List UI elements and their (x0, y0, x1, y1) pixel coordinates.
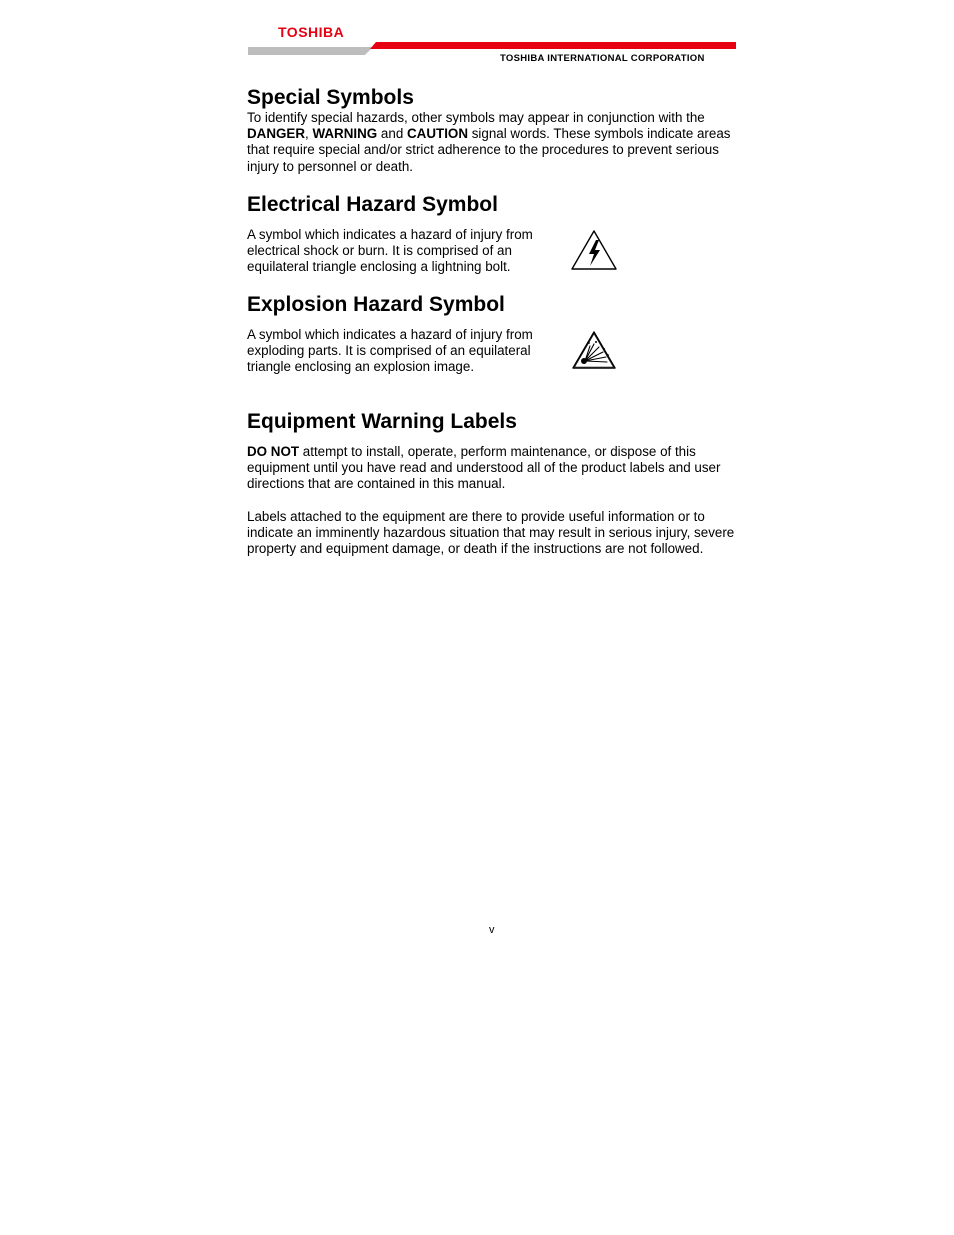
header-band-red (370, 42, 736, 49)
equipment-warning-paragraph-2: Labels attached to the equipment are there to provide useful information or to indicate an imminently hazardous situation that may result in serious injury, severe property and equipment damage, or death if the instructions are not followed. (247, 509, 735, 557)
do-not-word: DO NOT (247, 444, 300, 459)
toshiba-logo: TOSHIBA (278, 24, 345, 40)
special-symbols-paragraph (247, 110, 737, 175)
separator: , (305, 126, 313, 142)
special-symbols-text-2: signal words. These symbols indicate areas that require special and/or strict adherence to the procedures to prevent serious injury to personnel or death. (247, 126, 731, 174)
electrical-hazard-paragraph: A symbol which indicates a hazard of injury from electrical shock or burn. It is comprised of an equilateral triangle enclosing a lightning bolt. (247, 227, 533, 275)
special-symbols-heading: Special Symbols (247, 86, 414, 109)
caution-word: CAUTION (407, 126, 468, 142)
explosion-hazard-heading: Explosion Hazard Symbol (247, 293, 505, 316)
explosion-hazard-paragraph: A symbol which indicates a hazard of injury from exploding parts. It is comprised of an equilateral triangle enclosing an explosion image. (247, 327, 533, 375)
warning-word: WARNING (312, 126, 378, 142)
electrical-hazard-heading: Electrical Hazard Symbol (247, 193, 498, 216)
explosion-hazard-icon (571, 330, 617, 370)
equipment-warning-heading: Equipment Warning Labels (247, 410, 517, 433)
electrical-hazard-icon (570, 229, 618, 271)
page-number: v (489, 924, 495, 936)
equipment-text-1: attempt to install, operate, perform maintenance, or dispose of this equipment until you have read and understood all of the product labels and user directions that are contained in this manual. (247, 444, 721, 492)
corporation-name: TOSHIBA INTERNATIONAL CORPORATION (500, 53, 705, 64)
danger-word: DANGER (247, 126, 306, 142)
and-word: and (377, 126, 407, 142)
equipment-warning-paragraph-1 (247, 444, 735, 493)
header-band-gray (248, 47, 373, 55)
special-symbols-text-1: To identify special hazards, other symbols may appear in conjunction with the (247, 110, 705, 125)
